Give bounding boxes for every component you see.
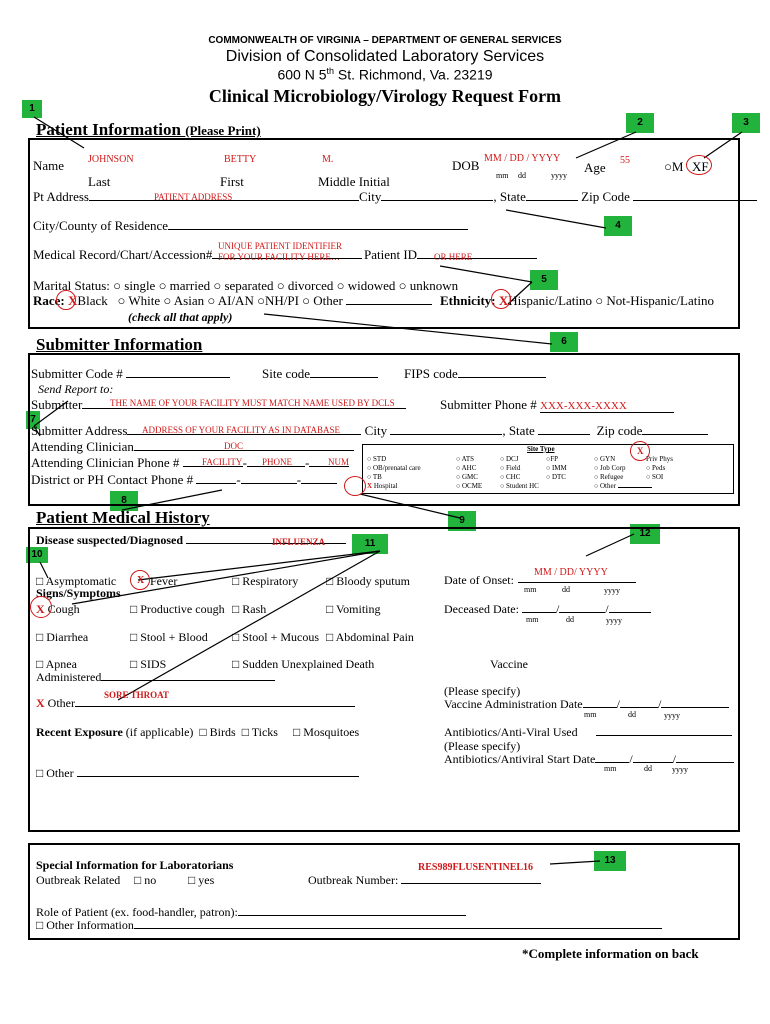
symptom-asymptomatic[interactable]: □ Asymptomatic [36, 574, 117, 588]
submitter-phone-value[interactable]: XXX-XXX-XXXX [540, 400, 674, 413]
site-type-col-3 [500, 455, 539, 491]
badge-2: 2 [626, 113, 654, 133]
division-title: Division of Consolidated Laboratory Services [225, 48, 545, 65]
race-row: Race: XBlack ○ White ○ Asian ○ AI/AN ○NH/PI ○ Other [33, 293, 432, 309]
race-note: (check all that apply) [128, 310, 233, 324]
badge-1: 1 [22, 100, 42, 118]
antibiotics-yyyy: yyyy [672, 765, 688, 774]
clinician-phone-label: Attending Clinician Phone # - - [31, 455, 349, 471]
outbreak-number-value[interactable]: RES989FLUSENTINEL16 [418, 862, 534, 873]
site-peds[interactable]: ○ Peds [646, 464, 666, 472]
outbreak-yes[interactable]: □ yes [188, 873, 215, 887]
signs-label: Signs/Symptoms [36, 586, 121, 600]
badge-6: 6 [550, 332, 578, 352]
site-job-corp[interactable]: ○ Job Corp [594, 464, 626, 472]
site-gyn[interactable]: ○ GYN [594, 455, 616, 463]
vaccine-yyyy: yyyy [664, 711, 680, 720]
lab-address: 600 N 5th St. Richmond, Va. 23219 [277, 66, 493, 83]
antibiotics-specify: (Please specify) [444, 739, 521, 753]
clinician-phone-value-2[interactable]: PHONE [262, 457, 293, 467]
marital-widowed[interactable]: ○ widowed [336, 278, 396, 293]
badge-9: 9 [448, 511, 476, 531]
send-report-label: Send Report to: [38, 382, 114, 396]
other-mark: X [36, 696, 45, 710]
special-title: Special Information for Laboratorians [36, 858, 234, 872]
submitter-phone-label: Submitter Phone # XXX-XXX-XXXX [440, 397, 674, 413]
dob-mm: mm [496, 171, 509, 180]
sex-female-option[interactable]: XF [692, 159, 709, 174]
symptom-other[interactable]: X Other [36, 696, 355, 711]
age-value[interactable]: 55 [620, 155, 630, 166]
marital-single[interactable]: ○ single [113, 278, 156, 293]
disease-value[interactable]: INFLUENZA [272, 537, 326, 547]
disease-label: Disease suspected/Diagnosed [36, 533, 346, 548]
outbreak-no[interactable]: □ no [134, 873, 157, 887]
onset-label: Date of Onset: [444, 573, 514, 587]
patient-id-label: Patient ID [364, 247, 537, 263]
marital-status-row: Marital Status: ○ single ○ married ○ separated ○ divorced ○ widowed ○ unknown [33, 278, 459, 293]
site-refugee[interactable]: ○ Refugee [594, 473, 624, 481]
site-ahc[interactable]: ○ AHC [456, 464, 477, 472]
badge-4: 4 [604, 216, 632, 236]
site-type-col-1 [367, 455, 421, 491]
site-type-col-6 [646, 455, 673, 482]
mrn-label: Medical Record/Chart/Accession# [33, 247, 362, 263]
symptom-abdominal-pain[interactable]: □ Abdominal Pain [326, 630, 414, 644]
race-black-circle [56, 290, 76, 310]
other-information-label[interactable]: □ Other Information [36, 918, 662, 933]
badge-7: 7 [26, 411, 40, 429]
site-code-label: Site code [262, 366, 378, 382]
age-label: Age [584, 160, 606, 175]
vaccine-specify: (Please specify) [444, 684, 521, 698]
site-type-title: Site Type [527, 445, 555, 453]
site-hospital[interactable]: X Hospital [367, 482, 398, 490]
middle-initial-value[interactable]: M. [322, 154, 334, 165]
symptom-fever[interactable]: Fever [150, 574, 178, 588]
history-section-title: Patient Medical History [36, 508, 210, 527]
site-chc[interactable]: ○ CHC [500, 473, 521, 481]
administered-label: Administered [36, 670, 275, 685]
marital-separated[interactable]: ○ separated [213, 278, 274, 293]
site-hospital-mark: X [367, 482, 373, 490]
badge-8: 8 [110, 491, 138, 511]
other-exposure-label[interactable]: □ Other [36, 766, 359, 781]
deceased-label: Deceased Date: / / [444, 602, 651, 617]
site-fp[interactable]: ○FP [546, 455, 559, 463]
vaccine-label: Vaccine [490, 657, 528, 671]
symptom-productive-cough[interactable]: □ Productive cough [130, 602, 225, 616]
form-title: Clinical Microbiology/Virology Request Form [208, 86, 562, 106]
cough-mark: X [36, 602, 45, 616]
patient-id-value[interactable]: OR HERE [434, 252, 473, 262]
badge-12: 12 [630, 524, 660, 544]
clinician-phone-value-1[interactable]: FACILITY [202, 457, 243, 467]
county-label: City/County of Residence [33, 218, 468, 234]
site-field[interactable]: ○ Field [500, 464, 521, 472]
symptom-respiratory[interactable]: □ Respiratory [232, 574, 299, 588]
ethnicity-row: Ethnicity: XHispanic/Latino ○ Not-Hispanic/Latino [440, 293, 714, 308]
symptom-apnea[interactable]: □ Apnea [36, 657, 77, 671]
symptom-sids[interactable]: □ SIDS [130, 657, 167, 671]
cough-circle [30, 596, 52, 618]
fever-mark: X [137, 575, 145, 586]
site-gmc[interactable]: ○ GMC [456, 473, 478, 481]
site-ob[interactable]: ○ OB/prenatal care [367, 464, 421, 472]
onset-mm: mm [524, 585, 537, 594]
site-soi[interactable]: ○ SOI [646, 473, 664, 481]
onset-line [518, 582, 636, 583]
patient-section-title: Patient Information (Please Print) [36, 120, 261, 139]
role-label: Role of Patient (ex. food-handler, patron): [36, 905, 466, 920]
outbreak-number-label: Outbreak Number: [308, 873, 541, 888]
site-priv-circle [630, 441, 650, 461]
symptom-bloody-sputum[interactable]: □ Bloody sputum [326, 574, 410, 588]
onset-value[interactable]: MM / DD/ YYYY [534, 567, 608, 578]
submitter-address-value[interactable]: ADDRESS OF YOUR FACILITY AS IN DATABASE [142, 425, 340, 435]
name-label: Name [33, 158, 65, 173]
site-priv-phys[interactable]: Priv Phys [646, 455, 674, 463]
deceased-dd: dd [566, 615, 574, 624]
race-nhpi[interactable]: ○NH/PI [257, 293, 299, 308]
symptom-sudden-death[interactable]: □ Sudden Unexplained Death [232, 657, 375, 671]
site-type-col-4 [546, 455, 567, 482]
site-priv-mark: X [637, 446, 644, 456]
fever-circle [130, 570, 150, 590]
first-name-value[interactable]: BETTY [224, 154, 257, 165]
mrn-value-1[interactable]: UNIQUE PATIENT IDENTIFIER [218, 241, 342, 251]
badge-13: 13 [594, 851, 626, 871]
symptom-diarrhea[interactable]: □ Diarrhea [36, 630, 89, 644]
attending-clinician-label: Attending Clinician [31, 439, 354, 455]
dob-dd: dd [518, 171, 526, 180]
marital-unknown[interactable]: ○ unknown [398, 278, 459, 293]
outbreak-related-label: Outbreak Related [36, 873, 121, 887]
deceased-mm: mm [526, 615, 539, 624]
symptom-vomiting[interactable]: □ Vomiting [326, 602, 381, 616]
badge-3: 3 [732, 113, 760, 133]
footer-note: *Complete information on back [522, 946, 699, 961]
exposure-ticks[interactable]: □ Ticks [241, 725, 278, 739]
race-white[interactable]: ○ White [117, 293, 161, 308]
ethnicity-hispanic-mark[interactable]: X [498, 293, 509, 308]
attending-clinician-value[interactable]: DOC [224, 441, 244, 451]
submitter-address-label: Submitter Address City , State Zip code [31, 423, 708, 439]
pt-address-label: Pt Address City , State Zip Code [33, 189, 757, 205]
submitter-name-value[interactable]: THE NAME OF YOUR FACILITY MUST MATCH NAME USED BY DCLS [110, 398, 395, 408]
race-black[interactable]: Black [77, 293, 108, 308]
onset-dd: dd [562, 585, 570, 594]
sex-female-circle [686, 155, 712, 175]
submitter-code-label: Submitter Code # [31, 366, 230, 382]
first-label: First [220, 174, 244, 189]
antibiotics-label: Antibiotics/Anti-Viral Used [444, 725, 732, 740]
site-imm[interactable]: ○ IMM [546, 464, 567, 472]
race-aian[interactable]: ○ AI/AN [207, 293, 254, 308]
marital-married[interactable]: ○ married [158, 278, 211, 293]
symptom-rash[interactable]: □ Rash [232, 602, 267, 616]
site-ocme[interactable]: ○ OCME [456, 482, 483, 490]
race-other[interactable]: ○ Other [302, 293, 343, 308]
ethnicity-circle [491, 289, 511, 309]
clinician-phone-value-3[interactable]: NUM [328, 457, 350, 467]
dob-label: DOB [452, 158, 480, 173]
badge-5: 5 [530, 270, 558, 290]
vaccine-mm: mm [584, 710, 597, 719]
ethnicity-hispanic[interactable]: Hispanic/Latino [508, 293, 593, 308]
badge-10: 10 [26, 547, 48, 563]
marital-divorced[interactable]: ○ divorced [276, 278, 334, 293]
agency-header: COMMONWEALTH OF VIRGINIA – DEPARTMENT OF GENERAL SERVICES [208, 35, 562, 46]
exposure-mosquitoes[interactable]: □ Mosquitoes [292, 725, 360, 739]
fips-code-label: FIPS code [404, 366, 546, 382]
district-contact-label: District or PH Contact Phone # - - [31, 472, 337, 488]
antibiotics-date-label: Antibiotics/Antiviral Start Date / / [444, 752, 734, 767]
other-symptom-value[interactable]: SORE THROAT [104, 690, 169, 700]
ethnicity-not-hispanic[interactable]: ○ Not-Hispanic/Latino [595, 293, 714, 308]
exposure-birds[interactable]: □ Birds [199, 725, 236, 739]
symptom-stool-mucous[interactable]: □ Stool + Mucous [232, 630, 320, 644]
last-label: Last [88, 174, 111, 189]
middle-label: Middle Initial [318, 174, 390, 189]
site-type-col-2 [456, 455, 482, 491]
site-dcj[interactable]: ○ DCJ [500, 455, 519, 463]
antibiotics-dd: dd [644, 764, 652, 773]
submitter-name-label: Submitter [31, 397, 406, 413]
site-std[interactable]: ○ STD [367, 455, 387, 463]
last-name-value[interactable]: JOHNSON [88, 154, 134, 165]
recent-exposure-row: Recent Exposure (if applicable) □ Birds □ Ticks □ Mosquitoes [36, 725, 360, 739]
symptom-stool-blood[interactable]: □ Stool + Blood [130, 630, 208, 644]
onset-yyyy: yyyy [604, 586, 620, 595]
site-student-hc[interactable]: ○ Student HC [500, 482, 539, 490]
antibiotics-mm: mm [604, 764, 617, 773]
site-hospital-circle [344, 476, 366, 496]
vaccine-dd: dd [628, 710, 636, 719]
dob-yyyy: yyyy [551, 171, 567, 180]
site-tb[interactable]: ○ TB [367, 473, 382, 481]
deceased-yyyy: yyyy [606, 616, 622, 625]
race-asian[interactable]: ○ Asian [163, 293, 205, 308]
pt-address-value[interactable]: PATIENT ADDRESS [154, 192, 233, 202]
mrn-value-2[interactable]: FOR YOUR FACILITY HERE… [218, 252, 340, 262]
site-ats[interactable]: ○ ATS [456, 455, 475, 463]
sex-male-option[interactable]: ○M [664, 159, 684, 174]
site-dtc[interactable]: ○ DTC [546, 473, 566, 481]
race-black-mark[interactable]: X [68, 293, 78, 308]
vaccine-date-label: Vaccine Administration Date / / [444, 697, 729, 712]
site-other[interactable]: ○ Other [594, 482, 652, 491]
symptom-cough[interactable]: X Cough [36, 602, 80, 616]
submitter-section-title: Submitter Information [36, 335, 203, 354]
badge-11: 11 [352, 534, 388, 554]
dob-value[interactable]: MM / DD / YYYY [484, 153, 561, 164]
